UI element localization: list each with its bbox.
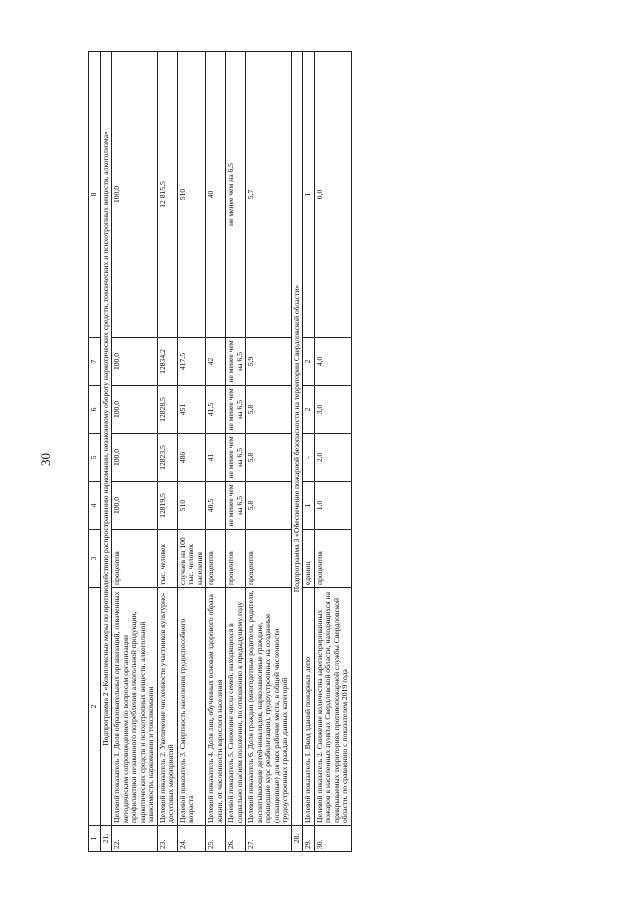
value-cell: 5,8 bbox=[246, 434, 292, 482]
indicators-table bbox=[88, 51, 352, 852]
value-cell: 12834,2 bbox=[157, 338, 177, 386]
header-cell: 5 bbox=[89, 434, 101, 482]
table-row bbox=[157, 52, 177, 852]
page-number: 30 bbox=[38, 453, 53, 466]
value-cell: 417,5 bbox=[177, 338, 206, 386]
value-cell: 12819,5 bbox=[157, 482, 177, 530]
value-cell: 40,5 bbox=[206, 482, 226, 530]
value-cell: 2 bbox=[303, 338, 315, 386]
table-row bbox=[206, 52, 226, 852]
value-cell: 1 bbox=[303, 52, 315, 338]
unit-cell: единиц bbox=[303, 530, 315, 588]
value-cell: 5,7 bbox=[246, 52, 292, 338]
value-cell: не менее чем на 6,5 bbox=[226, 338, 246, 386]
header-row bbox=[89, 52, 101, 852]
value-cell: 12828,5 bbox=[157, 386, 177, 434]
value-cell: 41 bbox=[206, 434, 226, 482]
subprogram-title: Подпрограмма 3 «Обеспечение пожарной безопасности на территории Свердловской области» bbox=[291, 52, 303, 826]
value-cell: 12823,5 bbox=[157, 434, 177, 482]
indicator-name: Целевой показатель 2. Увеличение численности участников культурно-досуговых мероприятий bbox=[157, 588, 177, 826]
header-cell: 7 bbox=[89, 338, 101, 386]
value-cell: 100,0 bbox=[112, 52, 158, 338]
value-cell: не менее чем на 6,5 bbox=[226, 52, 246, 338]
row-number: 25. bbox=[206, 826, 226, 852]
indicator-name: Целевой показатель 4. Доля лиц, обученных основам здорового образа жизни, от численности взрослого населения bbox=[206, 588, 226, 826]
header-cell: 1 bbox=[89, 826, 101, 852]
row-number: 23. bbox=[157, 826, 177, 852]
value-cell: 12 815,5 bbox=[157, 52, 177, 338]
value-cell: - bbox=[303, 434, 315, 482]
value-cell: 100,0 bbox=[112, 338, 158, 386]
value-cell: 100,0 bbox=[112, 482, 158, 530]
table-row bbox=[314, 52, 351, 852]
row-number: 21. bbox=[100, 826, 112, 852]
value-cell: 5,9 bbox=[246, 338, 292, 386]
indicator-name: Целевой показатель 1. Ввод зданий пожарных депо bbox=[303, 588, 315, 826]
indicator-name: Целевой показатель 1. Доля образовательных организаций, охваченных методическим сопровождением по вопросам организации профилактики незаконного потребления алкогольной продукции, наркотических средств и психотропных веществ, алкогольной зависимости, наркомании и токсикомании bbox=[112, 588, 158, 826]
indicator-name: Целевой показатель 2. Снижение количества зарегистрированных пожаров в населенных пунктах Свердловской области, находящихся на прикрываемых территориях противопожарной службы Свердловской области, по сравнению с показателем 2019 года bbox=[314, 588, 351, 826]
table-row bbox=[177, 52, 206, 852]
unit-cell: процентов bbox=[246, 530, 292, 588]
subprogram-title: Подпрограмма 2 «Комплексные меры по противодействию распространению наркомании, незаконному обороту наркотических средств, токсических и психотропных веществ, алкоголизма» bbox=[100, 52, 112, 826]
header-cell: 3 bbox=[89, 530, 101, 588]
header-cell: 4 bbox=[89, 482, 101, 530]
table-row bbox=[246, 52, 292, 852]
value-cell: 42 bbox=[206, 338, 226, 386]
unit-cell: случаев на 100 тыс. человек населения bbox=[177, 530, 206, 588]
table-row bbox=[303, 52, 315, 852]
value-cell: 3,0 bbox=[314, 386, 351, 434]
value-cell: не менее чем на 6,5 bbox=[226, 482, 246, 530]
table-body bbox=[89, 52, 352, 852]
header-cell: 2 bbox=[89, 588, 101, 826]
unit-cell: тыс. человек bbox=[157, 530, 177, 588]
row-number: 30. bbox=[314, 826, 351, 852]
subprogram-row bbox=[100, 52, 112, 852]
value-cell: 510 bbox=[177, 52, 206, 338]
value-cell: 0,0 bbox=[314, 52, 351, 338]
header-cell: 8 bbox=[89, 52, 101, 338]
unit-cell: процентов bbox=[206, 530, 226, 588]
subprogram-row bbox=[291, 52, 303, 852]
value-cell: 2 bbox=[303, 386, 315, 434]
value-cell: 5,8 bbox=[246, 386, 292, 434]
value-cell: 486 bbox=[177, 434, 206, 482]
row-number: 29. bbox=[303, 826, 315, 852]
unit-cell: процентов bbox=[112, 530, 158, 588]
header-cell: 6 bbox=[89, 386, 101, 434]
row-number: 22. bbox=[112, 826, 158, 852]
table-row bbox=[112, 52, 158, 852]
row-number: 28. bbox=[291, 826, 303, 852]
rotated-table-container bbox=[88, 52, 608, 852]
row-number: 24. bbox=[177, 826, 206, 852]
value-cell: не менее чем на 6,5 bbox=[226, 386, 246, 434]
unit-cell: процентов bbox=[226, 530, 246, 588]
indicator-name: Целевой показатель 3. Смертность населения трудоспособного возраста bbox=[177, 588, 206, 826]
value-cell: 100,0 bbox=[112, 434, 158, 482]
row-number: 27. bbox=[246, 826, 292, 852]
value-cell: не менее чем на 6,5 bbox=[226, 434, 246, 482]
value-cell: 5,8 bbox=[246, 482, 292, 530]
value-cell: 2,0 bbox=[314, 434, 351, 482]
indicator-name: Целевой показатель 5. Снижение числа семей, находящихся в социально опасном положении, по отношению к предыдущему году bbox=[226, 588, 246, 826]
value-cell: 1 bbox=[303, 482, 315, 530]
row-number: 26. bbox=[226, 826, 246, 852]
value-cell: 1,0 bbox=[314, 482, 351, 530]
value-cell: 510 bbox=[177, 482, 206, 530]
value-cell: 4,0 bbox=[314, 338, 351, 386]
unit-cell: процентов bbox=[314, 530, 351, 588]
value-cell: 451 bbox=[177, 386, 206, 434]
table-row bbox=[226, 52, 246, 852]
value-cell: 100,0 bbox=[112, 386, 158, 434]
indicator-name: Целевой показатель 6. Доля граждан (многодетные родители, родители, воспитывающие детей-инвалидов, наркозависимые граждане, прошедшие курс реабилитации), трудоустроенных на созданные (оснащенные) для них рабочие места, в общей численности трудоустроенных граждан данных категорий bbox=[246, 588, 292, 826]
value-cell: 40 bbox=[206, 52, 226, 338]
value-cell: 41,5 bbox=[206, 386, 226, 434]
